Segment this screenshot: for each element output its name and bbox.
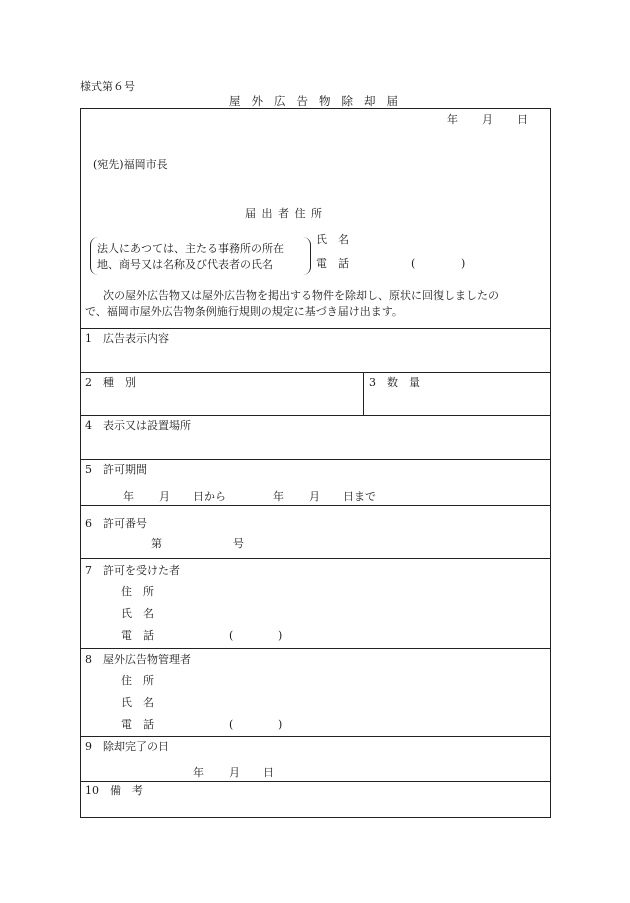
statement-line1: 次の屋外広告物又は屋外広告物を掲出する物件を除却し、原状に回復しましたの bbox=[103, 289, 499, 302]
date-day: 日 bbox=[517, 113, 528, 126]
notice-form bbox=[80, 108, 551, 818]
holder-phone-open: ( bbox=[229, 629, 234, 642]
period-day-from: 日から bbox=[193, 490, 226, 503]
section-ad-content-label: 1 広告表示内容 bbox=[85, 332, 169, 345]
section-removal-date-label: 9 除却完了の日 bbox=[85, 740, 169, 753]
divider bbox=[81, 648, 550, 649]
section-quantity-label: 3 数 量 bbox=[369, 376, 420, 389]
period-month-to: 月 bbox=[309, 490, 320, 503]
holder-address-label: 住 所 bbox=[121, 585, 154, 598]
section-location-label: 4 表示又は設置場所 bbox=[85, 419, 191, 432]
addressee: (宛先)福岡市長 bbox=[93, 158, 168, 171]
divider bbox=[81, 781, 550, 782]
section-permit-number-label: 6 許可番号 bbox=[85, 517, 147, 530]
holder-name-label: 氏 名 bbox=[121, 607, 154, 620]
divider bbox=[81, 459, 550, 460]
permit-number-go: 号 bbox=[233, 537, 244, 550]
manager-address-label: 住 所 bbox=[121, 674, 154, 687]
applicant-phone-close: ) bbox=[461, 257, 466, 270]
manager-phone-label: 電 話 bbox=[121, 718, 154, 731]
period-month-from: 月 bbox=[159, 490, 170, 503]
corporate-note-line1: 法人にあつては、主たる事務所の所在 bbox=[97, 242, 284, 255]
statement-line2: で、福岡市屋外広告物条例施行規則の規定に基づき届け出ます。 bbox=[85, 305, 403, 318]
date-month: 月 bbox=[482, 113, 493, 126]
divider bbox=[81, 505, 550, 506]
date-year: 年 bbox=[447, 113, 458, 126]
manager-name-label: 氏 名 bbox=[121, 696, 154, 709]
section-permit-period-label: 5 許可期間 bbox=[85, 463, 147, 476]
applicant-address-label: 届 出 者 住 所 bbox=[245, 207, 323, 220]
manager-phone-open: ( bbox=[229, 718, 234, 731]
divider bbox=[81, 558, 550, 559]
divider bbox=[81, 328, 550, 329]
corporate-note-line2: 地、商号又は名称及び代表者の氏名 bbox=[97, 258, 273, 271]
section-permit-holder-label: 7 許可を受けた者 bbox=[85, 564, 180, 577]
period-year-to: 年 bbox=[273, 490, 284, 503]
removal-month: 月 bbox=[229, 766, 240, 779]
section-type-label: 2 種 別 bbox=[85, 376, 136, 389]
form-number: 様式第６号 bbox=[80, 80, 135, 93]
removal-day: 日 bbox=[263, 766, 274, 779]
column-divider bbox=[363, 372, 364, 415]
permit-number-dai: 第 bbox=[151, 537, 162, 550]
divider bbox=[81, 415, 550, 416]
section-remarks-label: 10 備 考 bbox=[85, 784, 143, 797]
removal-year: 年 bbox=[193, 766, 204, 779]
period-day-to: 日まで bbox=[343, 490, 376, 503]
manager-phone-close: ) bbox=[278, 718, 283, 731]
period-year-from: 年 bbox=[123, 490, 134, 503]
section-ad-manager-label: 8 屋外広告物管理者 bbox=[85, 653, 191, 666]
divider bbox=[81, 372, 550, 373]
holder-phone-close: ) bbox=[278, 629, 283, 642]
divider bbox=[81, 736, 550, 737]
applicant-name-label: 氏 名 bbox=[316, 233, 349, 246]
form-title: 屋外広告物除却届 bbox=[229, 94, 409, 108]
holder-phone-label: 電 話 bbox=[121, 629, 154, 642]
applicant-phone-label: 電 話 bbox=[316, 257, 349, 270]
applicant-phone-open: ( bbox=[411, 257, 416, 270]
corporate-note-bracket bbox=[90, 237, 311, 275]
